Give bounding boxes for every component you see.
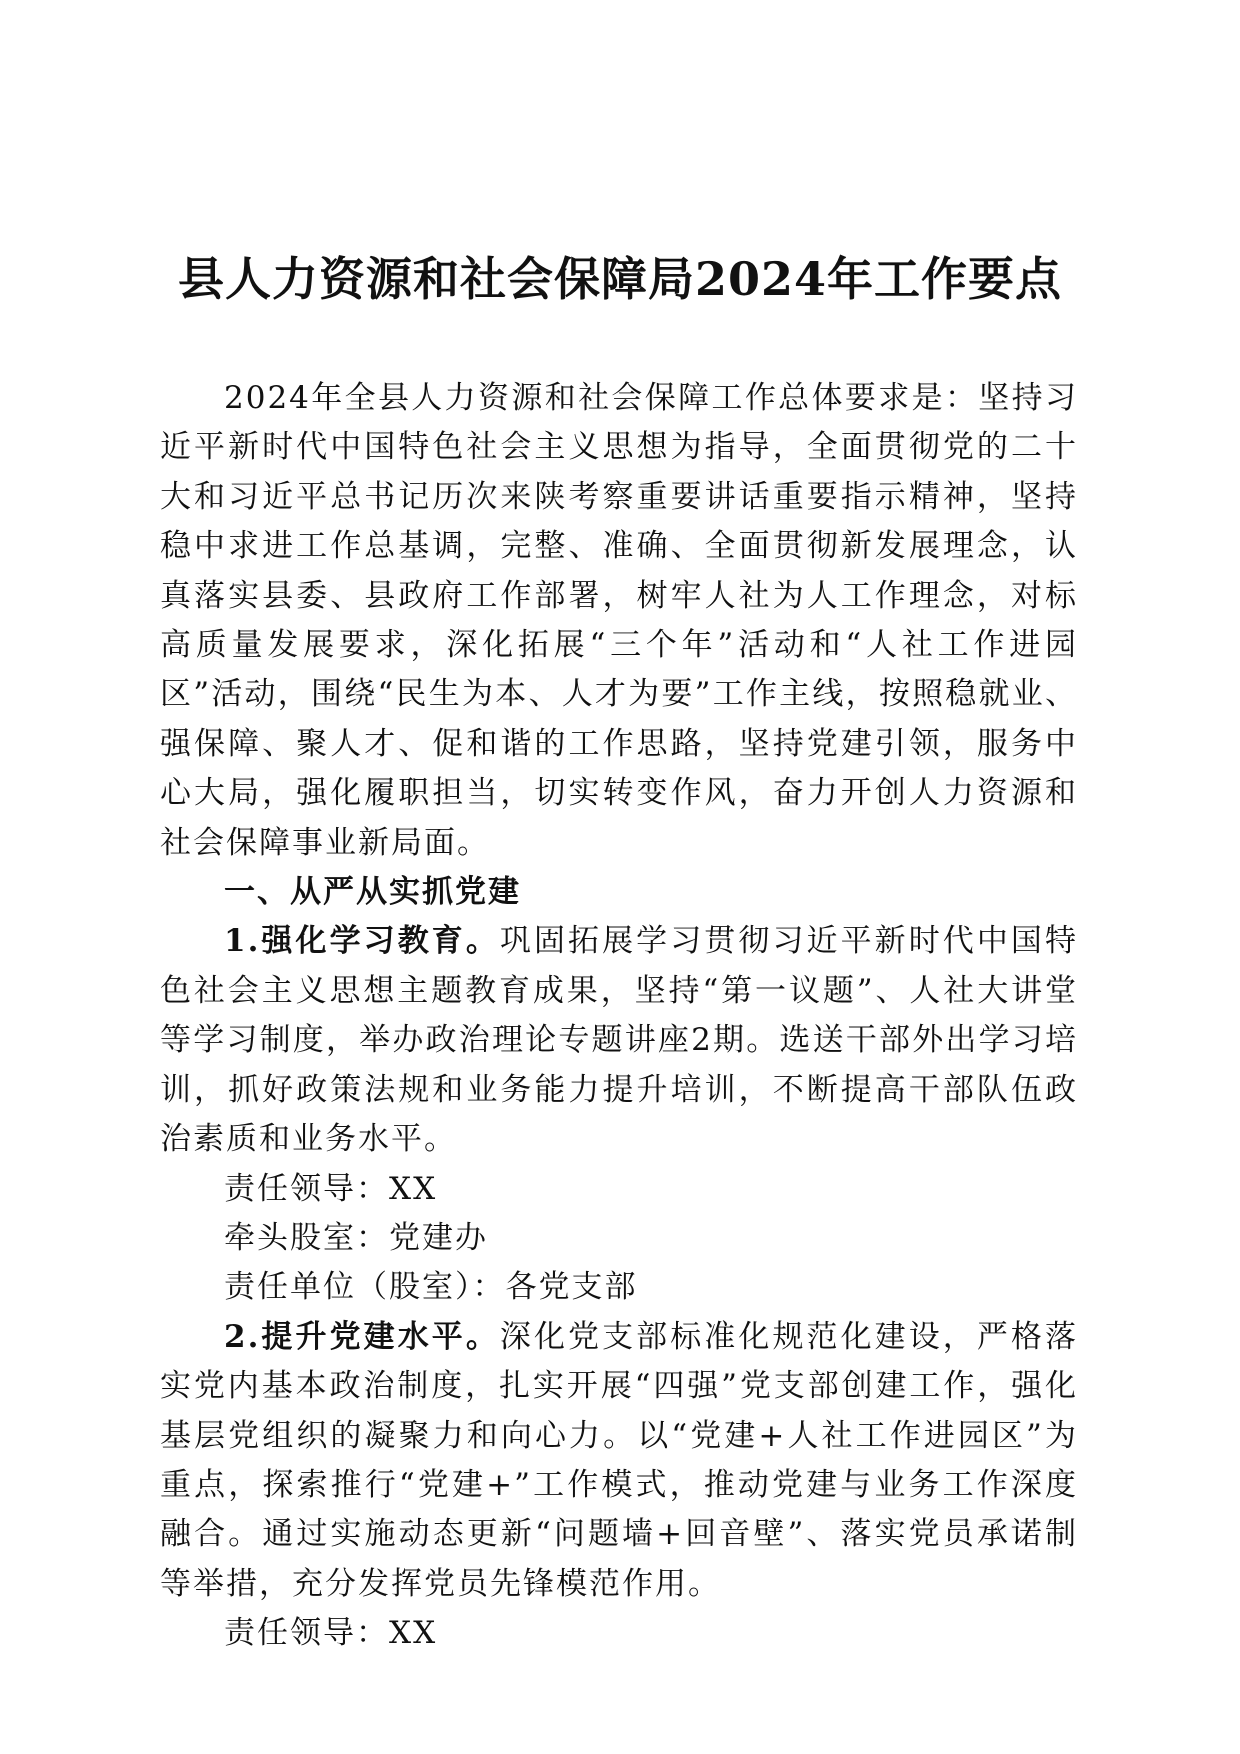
intro-paragraph: 2024年全县人力资源和社会保障工作总体要求是：坚持习近平新时代中国特色社会主义思想为指导，全面贯彻党的二十大和习近平总书记历次来陕考察重要讲话重要指示精神，坚持稳中求进工作总基调，完整、准确、全面贯彻新发展理念，认真落实县委、县政府工作部署，树牢人社为人工作理念，对标高质量发展要求，深化拓展“三个年”活动和“人社工作进园区”活动，围绕“民生为本、人才为要”工作主线，按照稳就业、强保障、聚人才、促和谐的工作思路，坚持党建引领，服务中心大局，强化履职担当，切实转变作风，奋力开创人力资源和社会保障事业新局面。 <box>160 380 1078 861</box>
lead-office-1: 牵头股室：党建办 <box>224 1219 488 1256</box>
document-title: 县人力资源和社会保障局2024年工作要点 <box>177 252 1063 306</box>
responsible-leader-2: 责任领导：XX <box>224 1615 438 1652</box>
responsible-leader-1: 责任领导：XX <box>224 1170 438 1207</box>
item-lead-1: 1.强化学习教育。 <box>224 923 500 960</box>
responsible-units-1: 责任单位（股室）：各党支部 <box>224 1269 638 1306</box>
item-text-1: 巩固拓展学习贯彻习近平新时代中国特色社会主义思想主题教育成果，坚持“第一议题”、人社大讲堂等学习制度，举办政治理论专题讲座2期。选送干部外出学习培训，抓好政策法规和业务能力提升培训，不断提高干部队伍政治素质和业务水平。 <box>160 923 1078 1158</box>
document-body <box>160 374 1078 1659</box>
item-text-2: 深化党支部标准化规范化建设，严格落实党内基本政治制度，扎实开展“四强”党支部创建工作，强化基层党组织的凝聚力和向心力。以“党建+人社工作进园区”为重点，探索推行“党建+”工作模式，推动党建与业务工作深度融合。通过实施动态更新“问题墙+回音壁”、落实党员承诺制等举措，充分发挥党员先锋模范作用。 <box>160 1318 1078 1602</box>
section-heading: 一、从严从实抓党建 <box>224 874 521 911</box>
item-paragraph-2 <box>160 1313 1078 1609</box>
item-lead-2: 2.提升党建水平。 <box>224 1318 500 1355</box>
item-paragraph-1 <box>160 917 1078 1164</box>
